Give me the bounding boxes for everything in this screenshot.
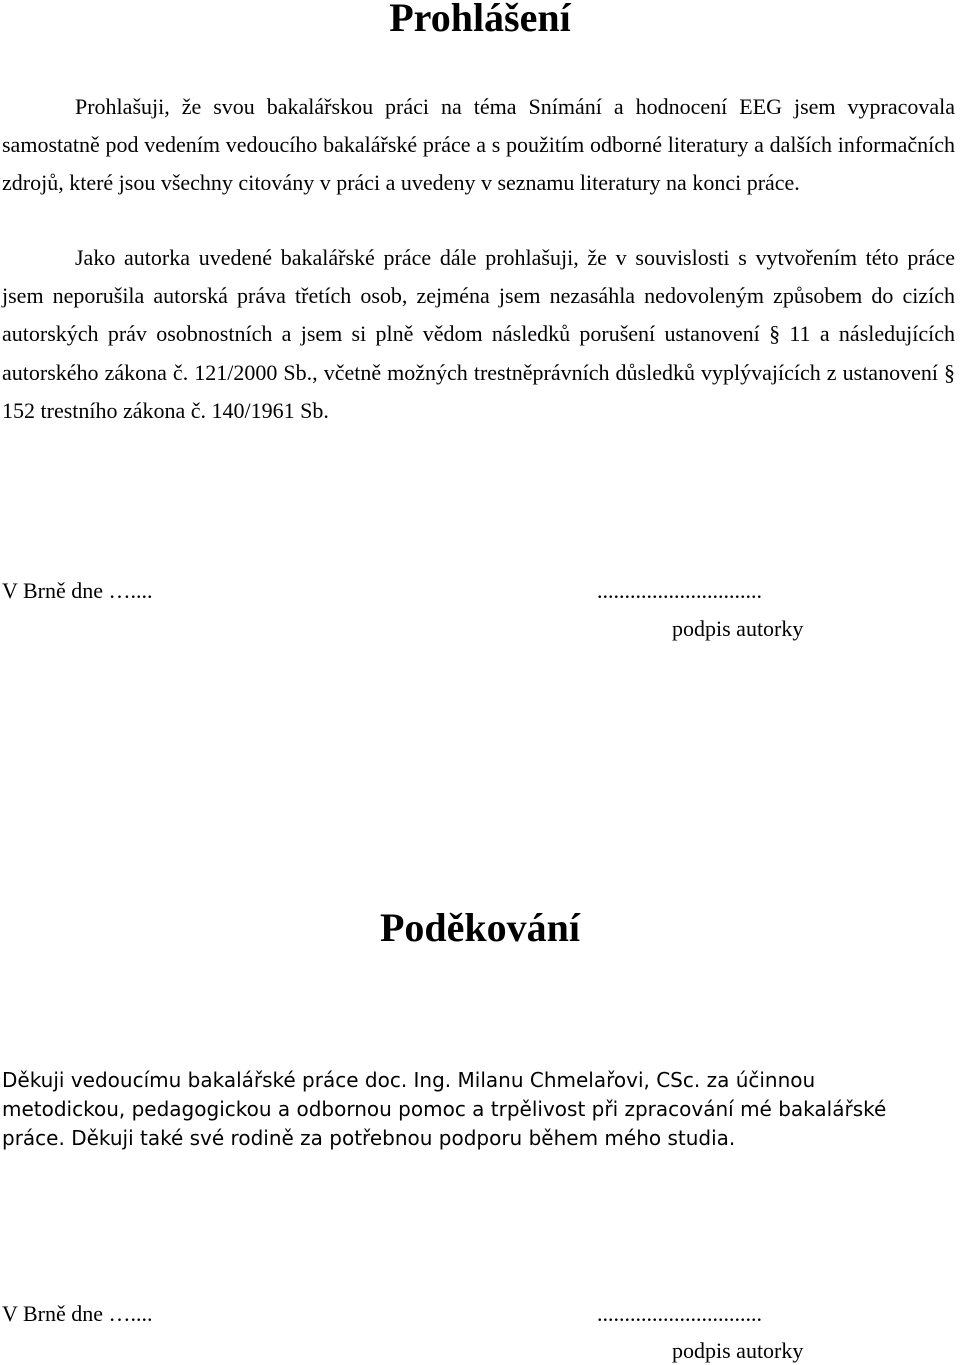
- declaration-paragraph-1: Prohlašuji, že svou bakalářskou práci na téma Snímání a hodnocení EEG jsem vypracovala samostatně pod vedením vedoucího bakalářské práce a s použitím odborné literatury a dalších informačních zdrojů, které jsou všechny citovány v práci a uvedeny v seznamu literatury na konci práce.: [2, 94, 955, 196]
- signature-line: ..............................: [597, 1301, 762, 1326]
- signature-label: podpis autorky: [672, 616, 804, 641]
- acknowledgement-title: Poděkování: [379, 905, 581, 950]
- signature-label: podpis autorky: [672, 1338, 804, 1363]
- place-date-line: V Brně dne …....: [2, 578, 153, 603]
- signature-line: ..............................: [597, 578, 762, 603]
- acknowledgement-paragraph: Děkuji vedoucímu bakalářské práce doc. Ing. Milanu Chmelařovi, CSc. za účinnou metodickou, pedagogickou a odbornou pomoc a trpělivost při zpracování mé bakalářské práce. Děkuji také své rodině za potřebnou podporu během mého studia.: [2, 1068, 887, 1150]
- declaration-paragraph-2: Jako autorka uvedené bakalářské práce dále prohlašuji, že v souvislosti s vytvořením této práce jsem neporušila autorská práva třetích osob, zejména jsem nezasáhla nedovoleným způsobem do cizích autorských práv osobnostních a jsem si plně vědom následků porušení ustanovení § 11 a následujících autorského zákona č. 121/2000 Sb., včetně možných trestněprávních důsledků vyplývajících z ustanovení § 152 trestního zákona č. 140/1961 Sb.: [2, 245, 955, 423]
- declaration-title: Prohlášení: [389, 0, 571, 40]
- place-date-line: V Brně dne …....: [2, 1301, 153, 1326]
